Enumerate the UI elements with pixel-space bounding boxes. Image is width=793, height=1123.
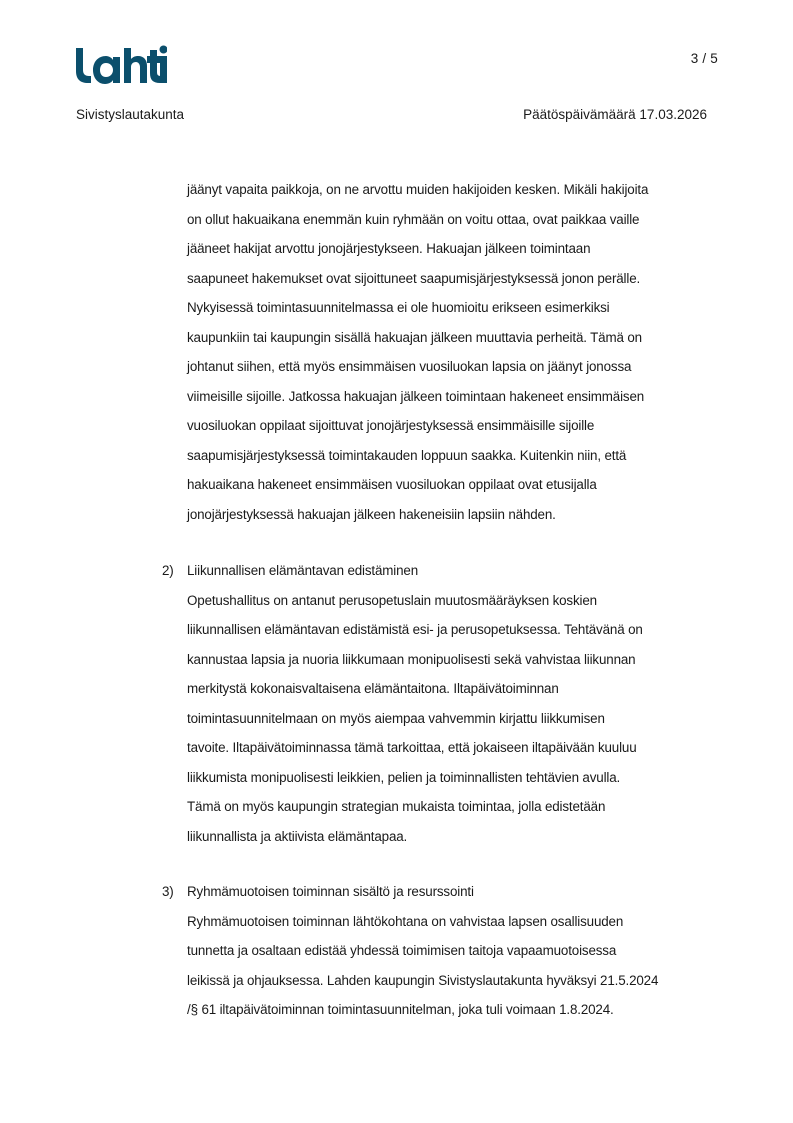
paragraph-line: jonojärjestyksessä hakuajan jälkeen hakeneisiin lapsiin nähden. [187, 506, 556, 522]
paragraph-line: saapumisjärjestyksessä toimintakauden loppuun saakka. Kuitenkin niin, että [187, 447, 627, 463]
paragraph-line: leikissä ja ohjauksessa. Lahden kaupungin Sivistyslautakunta hyväksyi 21.5.2024 [187, 972, 659, 988]
page-number: 3 / 5 [690, 51, 718, 66]
section-2 [162, 556, 732, 851]
section-title: Ryhmämuotoisen toiminnan sisältö ja resurssointi [187, 884, 474, 899]
paragraph-line: Tämä on myös kaupungin strategian mukaista toimintaa, jolla edistetään [187, 799, 606, 814]
paragraph-line: vuosiluokan oppilaat sijoittuvat jonojärjestyksessä ensimmäisille sijoille [187, 418, 595, 433]
paragraph-line: merkitystä kokonaisvaltaisena elämäntaitona. Iltapäivätoiminnan [187, 681, 559, 696]
paragraph-line: jäänyt vapaita paikkoja, on ne arvottu muiden hakijoiden kesken. Mikäli hakijoita [187, 182, 649, 197]
section-heading [162, 556, 732, 586]
paragraph-line: Opetushallitus on antanut perusopetuslain muutosmääräyksen koskien [187, 592, 597, 608]
decision-date: Päätöspäivämäärä 17.03.2026 [523, 107, 707, 122]
paragraph-line: liikunnallista ja aktiivista elämäntapaa. [187, 828, 408, 844]
paragraph-line: Nykyisessä toimintasuunnitelmassa ei ole huomioitu erikseen esimerkiksi [187, 300, 610, 315]
paragraph-line: viimeisille sijoille. Jatkossa hakuajan jälkeen toimintaan hakeneet ensimmäisen [187, 388, 645, 404]
section-body [162, 586, 732, 852]
paragraph-line: /§ 61 iltapäivätoiminnan toimintasuunnitelman, joka tuli voimaan 1.8.2024. [187, 1002, 614, 1017]
paragraph-line: on ollut hakuaikana enemmän kuin ryhmään on voitu ottaa, ovat paikkaa vaille [187, 211, 640, 227]
paragraph-line: liikunnallisen elämäntavan edistämistä esi- ja perusopetuksessa. Tehtävänä on [187, 622, 643, 637]
section-number: 2) [162, 563, 174, 578]
paragraph-line: johtanut siihen, että myös ensimmäisen vuosiluokan lapsia on jäänyt jonossa [187, 359, 632, 374]
section-heading [162, 877, 732, 907]
paragraph-line: toimintasuunnitelmaan on myös aiempaa vahvemmin kirjattu liikkumisen [187, 710, 605, 726]
organization-name: Sivistyslautakunta [76, 107, 185, 122]
paragraph-line: kannustaa lapsia ja nuoria liikkumaan monipuolisesti sekä vahvistaa liikunnan [187, 651, 636, 667]
paragraph-line: saapuneet hakemukset ovat sijoittuneet saapumisjärjestyksessä jonon perälle. [187, 270, 641, 286]
paragraph-line: kaupunkiin tai kaupungin sisällä hakuajan jälkeen muuttavia perheitä. Tämä on [187, 329, 642, 345]
section-body [162, 907, 732, 1025]
section-title: Liikunnallisen elämäntavan edistäminen [187, 563, 419, 578]
lahti-logo [75, 44, 167, 84]
intro-paragraph [187, 175, 727, 529]
paragraph-line: jääneet hakijat arvottu jonojärjestykseen. Hakuajan jälkeen toimintaan [187, 241, 591, 256]
section-3 [162, 877, 732, 1025]
paragraph-line: hakuaikana hakeneet ensimmäisen vuosiluokan oppilaat ovat etusijalla [187, 477, 597, 492]
section-number: 3) [162, 884, 174, 899]
paragraph-line: tavoite. Iltapäivätoiminnassa tämä tarkoittaa, että jokaiseen iltapäivään kuuluu [187, 740, 637, 755]
paragraph-line: liikkumista monipuolisesti leikkien, pelien ja toiminnallisten tehtävien avulla. [187, 769, 621, 785]
paragraph-line: tunnetta ja osaltaan edistää yhdessä toimimisen taitoja vapaamuotoisessa [187, 943, 617, 958]
paragraph-line: Ryhmämuotoisen toiminnan lähtökohtana on vahvistaa lapsen osallisuuden [187, 913, 624, 929]
